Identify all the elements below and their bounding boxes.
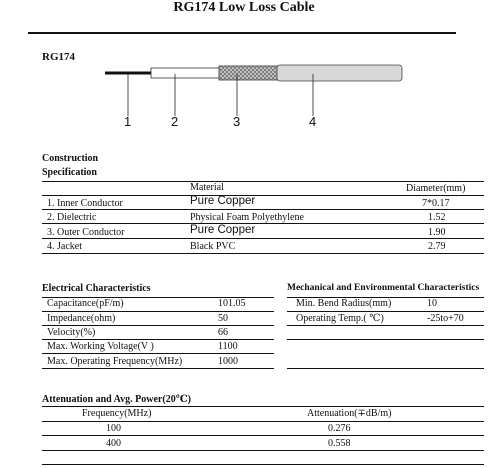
electrical-row-label: Velocity(%) [47,327,96,338]
dielectric-shape [151,68,221,78]
braid-shape [219,66,279,80]
electrical-row-value: 1100 [218,341,238,352]
electrical-heading: Electrical Characteristics [42,283,151,294]
construction-row-name: 1. Inner Conductor [47,198,123,209]
attenuation-row-freq: 400 [106,438,121,449]
attenuation-row-att: 0.276 [328,423,351,434]
attenuation-row-freq: 100 [106,423,121,434]
mechanical-row-label: Min. Bend Radius(mm) [296,298,392,309]
diagram-number-4: 4 [309,114,317,129]
specification-heading: Specification [42,167,97,178]
electrical-row-label: Max. Working Voltage(V ) [47,341,154,352]
construction-row-name: 2. Dielectric [47,212,97,223]
mechanical-row-label: Operating Temp.( ℃) [296,313,384,324]
construction-row-material: Pure Copper [190,195,256,207]
mechanical-row-value: 10 [427,298,437,309]
electrical-row-value: 101.05 [218,298,246,309]
title-divider [28,32,456,34]
electrical-row-value: 66 [218,327,228,338]
construction-row-material: Pure Copper [190,224,256,236]
construction-row-name: 3. Outer Conductor [47,227,125,238]
diagram-number-3: 3 [233,114,241,129]
electrical-row-value: 50 [218,313,228,324]
mechanical-heading: Mechanical and Environmental Characteristics [287,283,480,293]
col-diameter: Diameter(mm) [406,183,466,194]
col-material: Material [190,182,224,193]
electrical-row-value: 1000 [218,356,238,367]
electrical-row-label: Max. Operating Frequency(MHz) [47,356,183,367]
construction-row-diameter: 2.79 [428,241,446,252]
col-attenuation: Attenuation(∓dB/m) [307,408,392,419]
construction-row-material: Black PVC [190,241,236,252]
attenuation-heading: Attenuation and Avg. Power(20℃) [42,394,192,405]
construction-row-diameter: 7*0.17 [422,198,450,209]
model-label: RG174 [42,51,75,63]
construction-heading: Construction [42,153,99,164]
mechanical-row-value: -25to+70 [427,313,464,324]
construction-row-material: Physical Foam Polyethylene [190,212,304,223]
electrical-row-label: Capacitance(pF/m) [47,298,124,309]
jacket-shape [277,65,402,81]
cable-diagram [95,58,415,130]
col-frequency: Frequency(MHz) [82,408,152,419]
attenuation-row-att: 0.558 [328,438,351,449]
construction-row-diameter: 1.52 [428,212,446,223]
diagram-number-2: 2 [171,114,179,129]
diagram-number-1: 1 [124,114,132,129]
page-title: RG174 Low Loss Cable [173,0,315,15]
construction-row-diameter: 1.90 [428,227,446,238]
construction-row-name: 4. Jacket [47,241,82,252]
electrical-row-label: Impedance(ohm) [47,313,116,324]
